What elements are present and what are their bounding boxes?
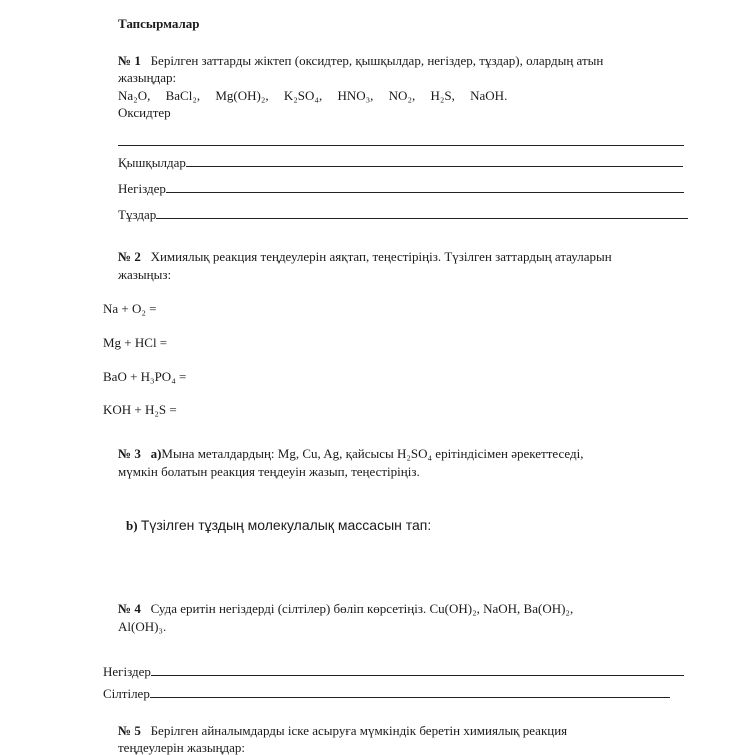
- acids-row: [118, 155, 683, 170]
- task-1-line-1: [118, 53, 603, 68]
- formula: K₂SO₄,: [283, 88, 323, 103]
- task-1-number: № 1: [118, 53, 141, 68]
- task-5-text-2: теңдеулерін жазыңдар:: [118, 740, 246, 755]
- formula: BaCl₂,: [165, 88, 201, 103]
- task-4-number: № 4: [118, 601, 141, 616]
- task-1-text-1: Берілген заттарды жіктеп (оксидтер, қышқылдар, негіздер, тұздар), олардың атын: [150, 53, 604, 68]
- task-5-text-1: Берілген айналымдарды іске асыруға мүмкіндік беретін химиялық реакция: [150, 723, 568, 738]
- formula: Na₂O,: [118, 88, 151, 103]
- bases-row: [118, 181, 684, 196]
- task-1-text-2: жазыңдар:: [118, 70, 177, 85]
- formula: HNO₃,: [337, 88, 374, 103]
- task-3-number: № 3: [118, 446, 141, 461]
- task-2-line-1: [118, 249, 612, 264]
- task-3-text-2: мүмкін болатын реакция теңдеуін жазып, теңестіріңіз.: [118, 464, 420, 479]
- task-3-a-label: а): [150, 446, 162, 461]
- task-4-text-1: Суда еритін негіздерді (сілтілер) бөліп көрсетіңіз. Cu(OH)₂, NaOH, Ba(OH)₂,: [150, 601, 574, 616]
- task-2-text-2: жазыңыз:: [118, 267, 172, 282]
- t4-bases-row: [103, 664, 684, 679]
- acids-label: Қышқылдар: [118, 155, 186, 170]
- reaction-3: BaO + H₃PO₄ =: [103, 369, 187, 384]
- task-1-formulas: [118, 88, 519, 103]
- bases-label: Негіздер: [118, 181, 166, 196]
- salts-answer-line[interactable]: [156, 207, 688, 219]
- oxides-label: Оксидтер: [118, 105, 171, 120]
- task-3-b: [126, 518, 431, 533]
- bases-answer-line[interactable]: [166, 181, 684, 193]
- task-3-text-1: Мына металдардың: Mg, Cu, Ag, қайсысы H₂SO₄ ерітіндісімен әрекеттеседі,: [161, 446, 584, 461]
- task-4-text-2: Al(OH)₃.: [118, 619, 167, 634]
- reaction-1: Na + O₂ =: [103, 301, 157, 316]
- page-title: Тапсырмалар: [118, 16, 200, 31]
- t4-bases-label: Негіздер: [103, 664, 151, 679]
- formula: Mg(OH)₂,: [215, 88, 269, 103]
- reaction-2: Mg + HCl =: [103, 335, 168, 350]
- alkalis-answer-line[interactable]: [150, 686, 670, 698]
- t4-bases-answer-line[interactable]: [151, 664, 684, 676]
- acids-answer-line[interactable]: [186, 155, 683, 167]
- salts-row: [118, 207, 688, 222]
- task-4-line-1: [118, 601, 573, 616]
- salts-label: Тұздар: [118, 207, 157, 222]
- task-3-line-1: [118, 446, 584, 461]
- formula: H₂S,: [430, 88, 455, 103]
- task-5-line-1: [118, 723, 567, 738]
- task-3-b-text: Түзілген тұздың молекулалық массасын тап:: [140, 517, 432, 533]
- formula: NaOH.: [470, 88, 508, 103]
- alkalis-row: [103, 686, 670, 701]
- reaction-4: KOH + H₂S =: [103, 402, 177, 417]
- formula: NO₂,: [388, 88, 416, 103]
- task-3-b-label: b): [126, 518, 138, 533]
- task-5-number: № 5: [118, 723, 141, 738]
- oxides-answer-line[interactable]: [118, 145, 684, 146]
- task-2-number: № 2: [118, 249, 141, 264]
- task-2-text-1: Химиялық реакция теңдеулерін аяқтап, теңестіріңіз. Түзілген заттардың атауларын: [150, 249, 612, 264]
- alkalis-label: Сілтілер: [103, 686, 150, 701]
